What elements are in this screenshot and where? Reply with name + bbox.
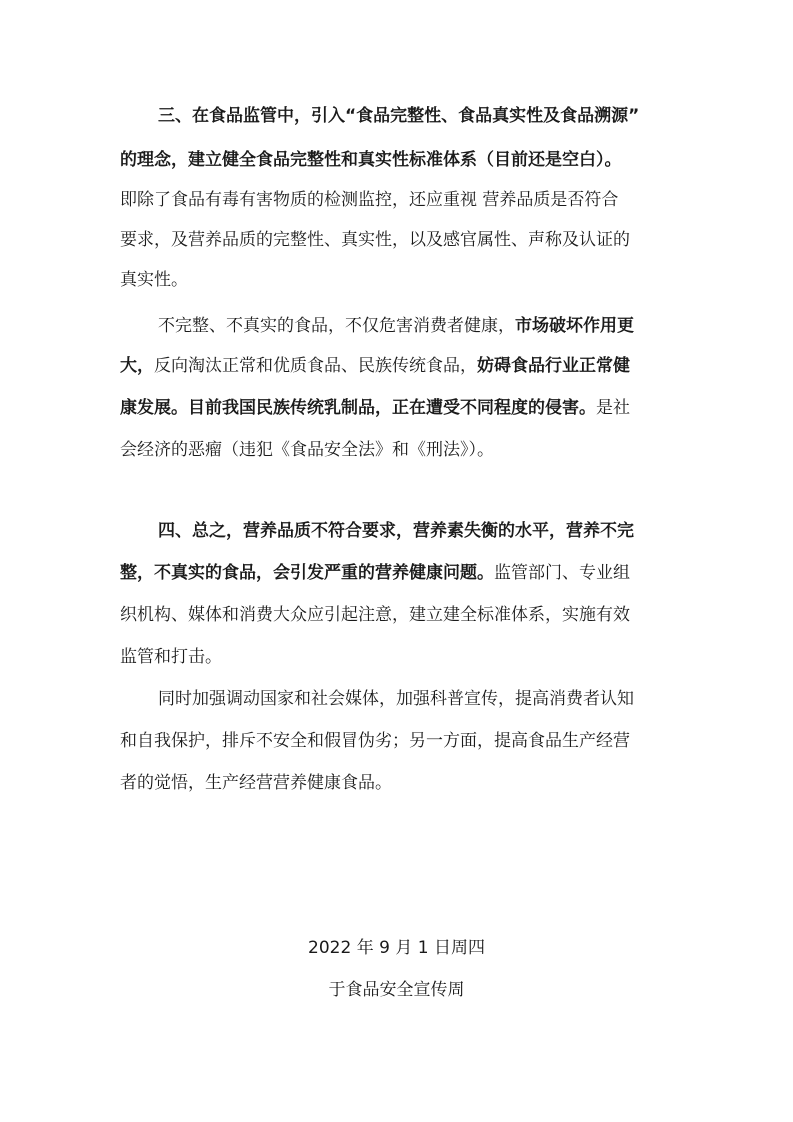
paragraph-2-emphasis: 妨碍食品行业正常健 (477, 356, 630, 376)
paragraph-2-text: 不完整、不真实的食品，不仅危害消费者健康， (158, 316, 515, 336)
paragraph-2-emphasis: 市场破坏作用更 (515, 316, 634, 336)
paragraph-2-line-2 (120, 350, 680, 382)
paragraph-2-line-3 (120, 392, 680, 424)
paragraph-2-line-4: 会经济的恶瘤（违犯《食品安全法》和《刑法》）。 (120, 440, 494, 460)
section-3-heading-line-2: 的理念，建立健全食品完整性和真实性标准体系（目前还是空白）。 (120, 150, 622, 170)
paragraph-2-emphasis: 大， (120, 356, 154, 376)
section-4-heading-line-1: 四、总之，营养品质不符合要求，营养素失衡的水平，营养不完 (158, 521, 634, 541)
section-4-line-3: 织机构、媒体和消费大众应引起注意，建立建全标准体系，实施有效 (120, 605, 630, 625)
section-4-emphasis: 整，不真实的食品，会引发严重的营养健康问题。 (120, 563, 494, 583)
paragraph-2-text: 是社 (596, 398, 630, 418)
paragraph-4-line-3: 者的觉悟，生产经营营养健康食品。 (120, 773, 392, 793)
section-4-text: 监管部门、专业组 (494, 563, 630, 583)
paragraph-2-text: 反向淘汰正常和优质食品、民族传统食品， (154, 356, 477, 376)
section-4-line-4: 监管和打击。 (120, 647, 222, 667)
paragraph-2-emphasis: 康发展。目前我国民族传统乳制品，正在遭受不同程度的侵害。 (120, 398, 596, 418)
signature-date: 2022 年 9 月 1 日周四 (308, 938, 485, 958)
section-4-line-2 (120, 557, 680, 589)
section-3-body-line-1: 即除了食品有毒有害物质的检测监控，还应重视 营养品质是否符合 (120, 190, 619, 210)
signature-event: 于食品安全宣传周 (328, 980, 465, 1000)
paragraph-2-line-1 (158, 310, 680, 342)
section-3-heading-line-1: 三、在食品监管中，引入“食品完整性、食品真实性及食品溯源” (158, 106, 640, 126)
section-3-body-line-3: 真实性。 (120, 270, 188, 290)
section-3-body-line-2: 要求，及营养品质的完整性、真实性，以及感官属性、声称及认证的 (120, 230, 630, 250)
paragraph-4-line-1: 同时加强调动国家和社会媒体，加强科普宣传，提高消费者认知 (158, 689, 634, 709)
paragraph-4-line-2: 和自我保护，排斥不安全和假冒伪劣；另一方面，提高食品生产经营 (120, 731, 630, 751)
